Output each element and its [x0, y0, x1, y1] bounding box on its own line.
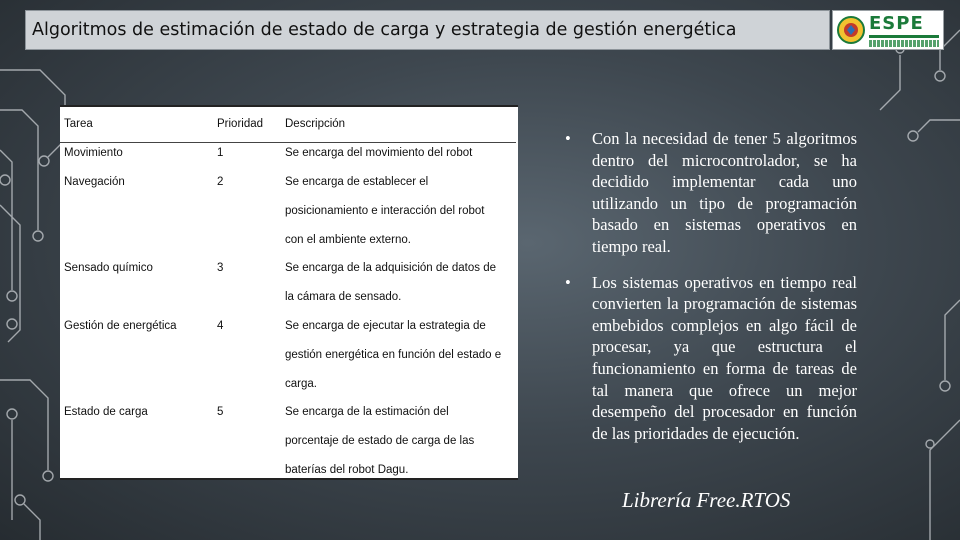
bullet-text: Los sistemas operativos en tiempo real convierten la programación de sistemas embebidos complejos en algo fácil de procesar, ya que estructura el funcionamiento en forma de tareas de tal manera que ofrece un mejor desempeño del procesador en función de las prioridades de ejecución. [592, 272, 857, 443]
header-descripcion: Descripción [285, 118, 346, 130]
task-priority: 4 [217, 320, 224, 332]
task-name: Movimiento [64, 147, 123, 159]
slide-title: Algoritmos de estimación de estado de carga y estrategia de gestión energética [32, 20, 737, 40]
bullet-marker: • [565, 129, 571, 148]
task-priority: 1 [217, 147, 224, 159]
header-divider [60, 142, 516, 143]
task-description: gestión energética en función del estado e [285, 349, 502, 361]
task-description: Se encarga de ejecutar la estrategia de [285, 320, 486, 332]
bullet-marker: • [565, 272, 571, 292]
task-description: carga. [285, 378, 317, 390]
espe-logo [832, 10, 944, 50]
task-description: Se encarga de la estimación del [285, 406, 449, 418]
task-priority: 3 [217, 262, 224, 274]
task-table [60, 105, 518, 480]
task-description: baterías del robot Dagu. [285, 464, 409, 476]
task-priority: 2 [217, 176, 224, 188]
task-name: Sensado químico [64, 262, 153, 274]
header-tarea: Tarea [64, 118, 93, 130]
logo-subtext [869, 40, 939, 47]
task-description: Se encarga del movimiento del robot [285, 147, 473, 159]
task-name: Gestión de energética [64, 320, 177, 332]
bullet-text: Con la necesidad de tener 5 algoritmos dentro del microcontrolador, se ha decidido implementar cada uno utilizando un tipo de programación basado en sistemas operativos en tiempo real. [592, 129, 857, 256]
logo-wordmark: ESPE [869, 13, 924, 34]
header-prioridad: Prioridad [217, 118, 264, 130]
university-seal-icon [837, 16, 865, 44]
bullet-item [565, 128, 857, 258]
task-priority: 5 [217, 406, 224, 418]
task-description: posicionamiento e interacción del robot [285, 205, 485, 217]
task-name: Navegación [64, 176, 125, 188]
task-description: Se encarga de establecer el [285, 176, 429, 188]
task-description: porcentaje de estado de carga de las [285, 435, 475, 447]
bullet-list [565, 128, 857, 458]
task-description: la cámara de sensado. [285, 291, 402, 303]
bullet-item [565, 272, 857, 445]
library-label: Librería Free.RTOS [622, 488, 791, 512]
logo-rule [869, 35, 939, 38]
task-description: Se encarga de la adquisición de datos de [285, 262, 496, 274]
title-bar [25, 10, 830, 50]
task-name: Estado de carga [64, 406, 148, 418]
task-description: con el ambiente externo. [285, 234, 411, 246]
